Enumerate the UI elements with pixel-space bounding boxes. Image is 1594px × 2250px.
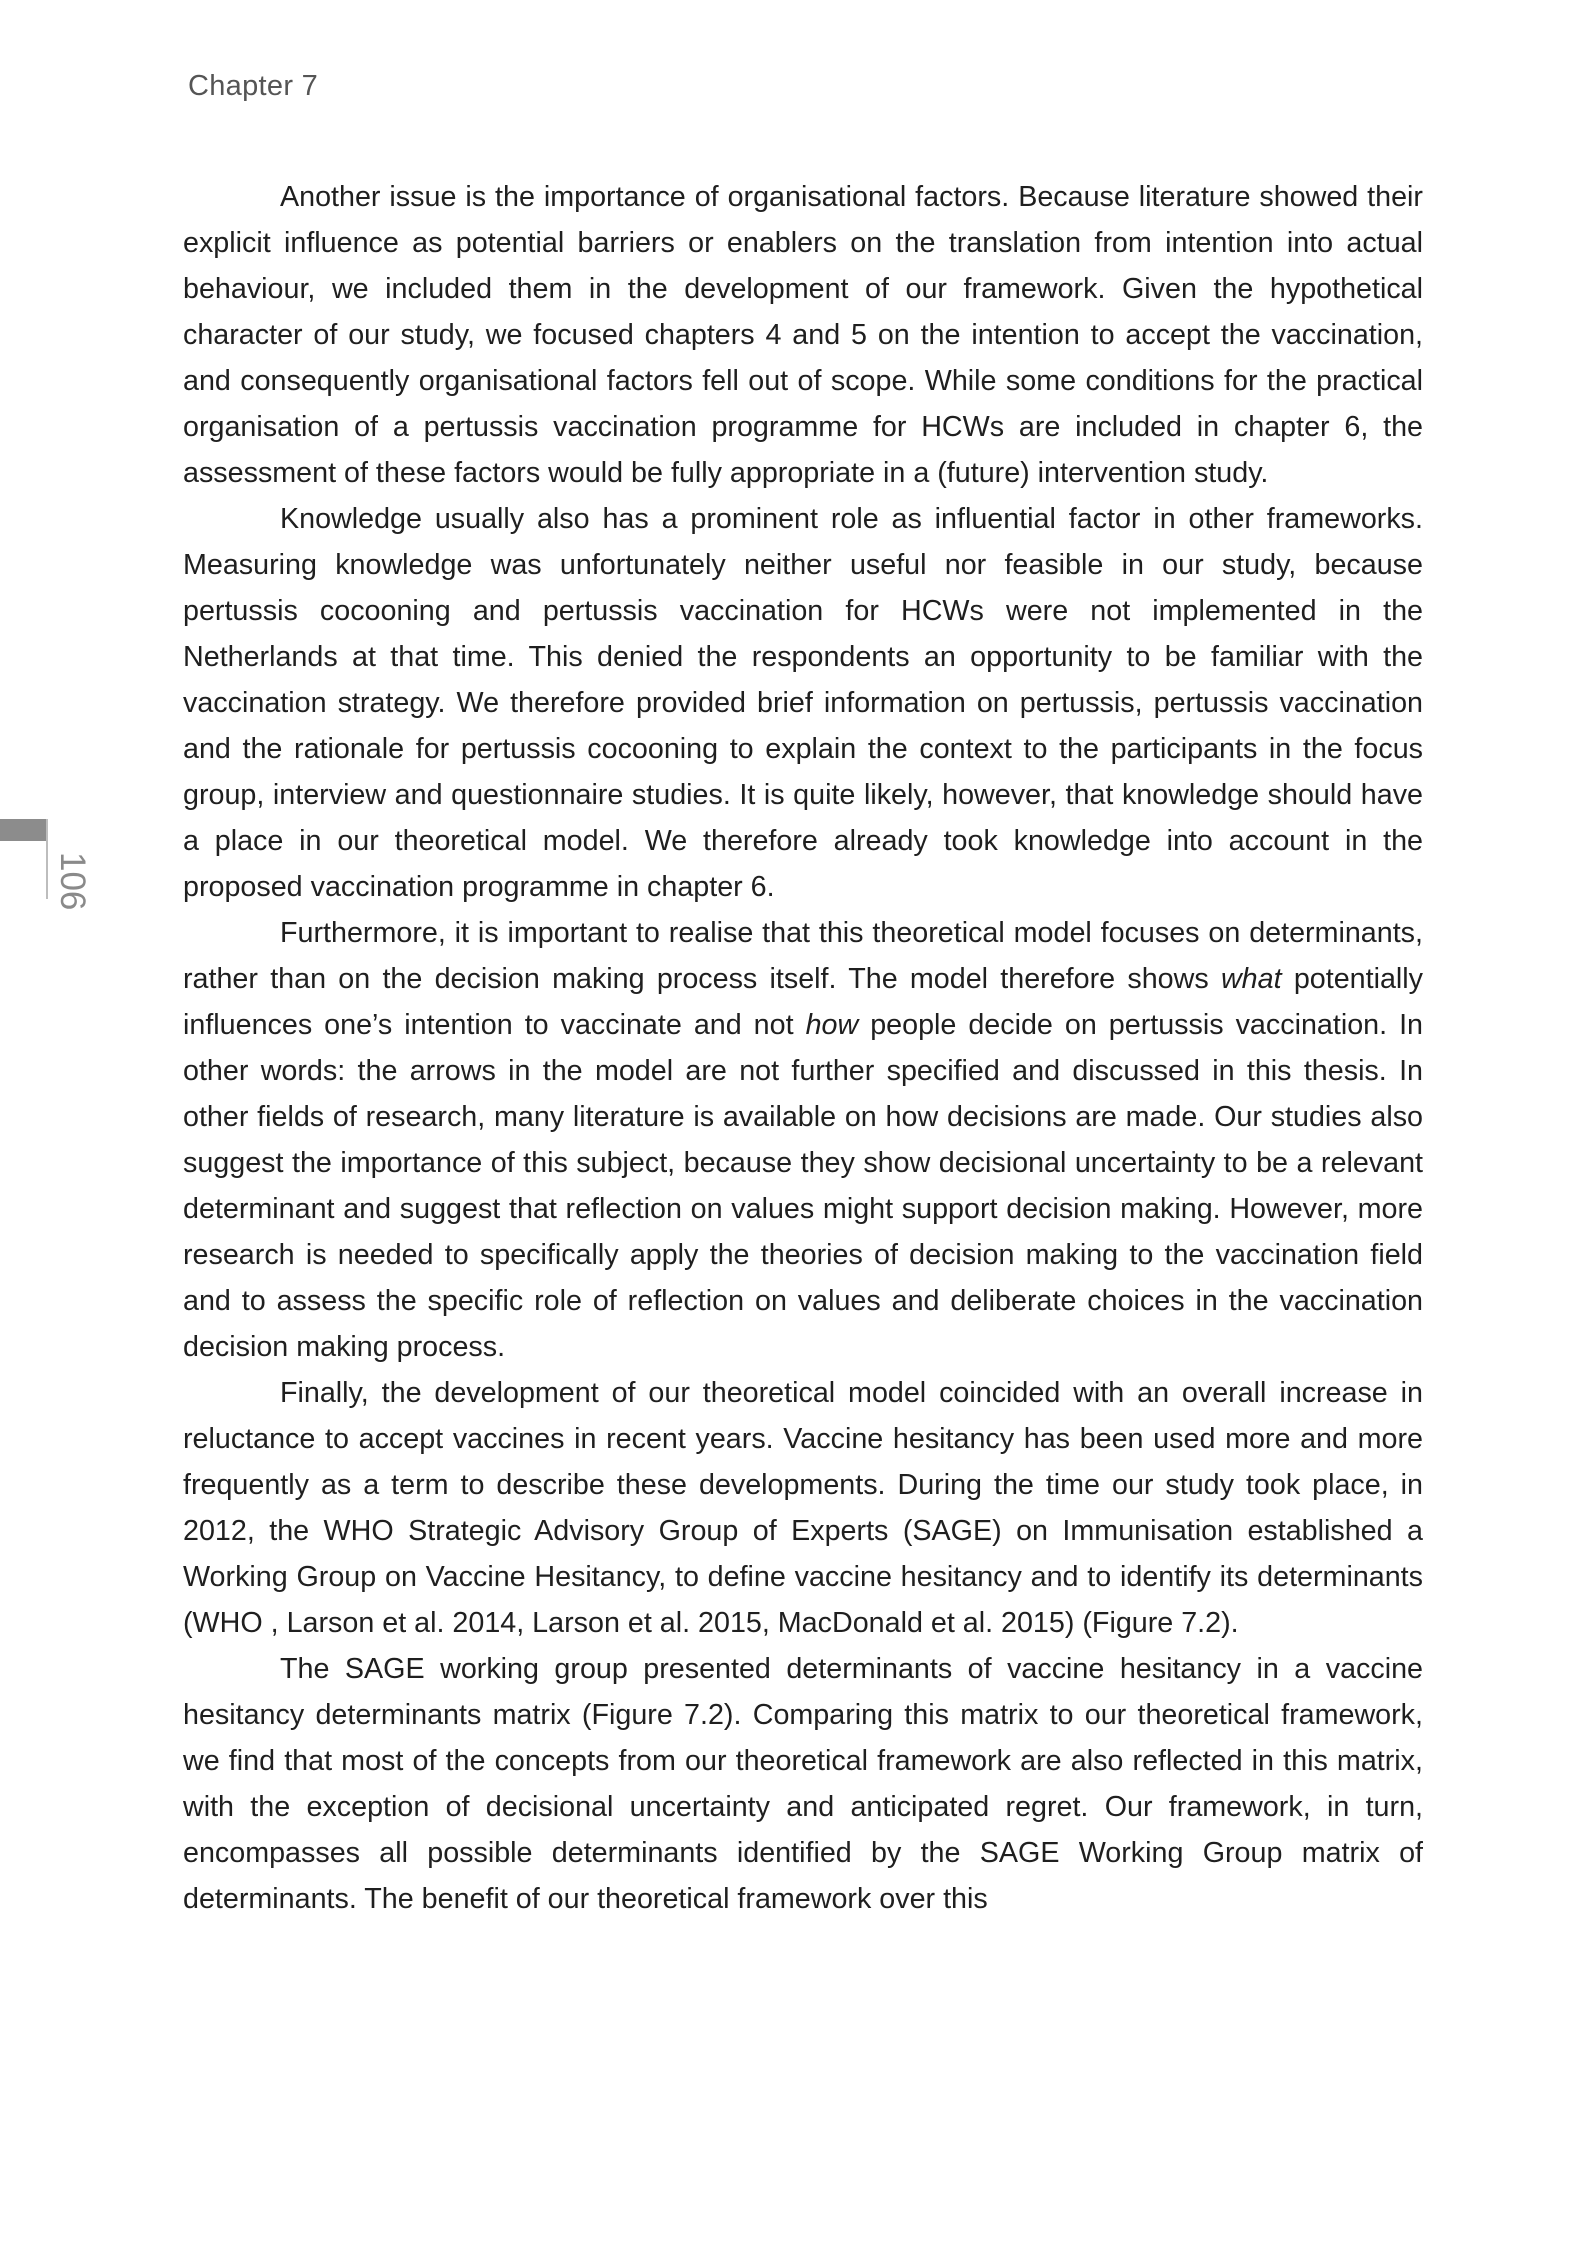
paragraph-sage-matrix: The SAGE working group presented determinants of vaccine hesitancy in a vaccine hesitancy determinants matrix (Figure 7.2). Comparing this matrix to our theoretical framework, we find that most of the concepts from our theoretical framework are also reflected in this matrix, with the exception of decisional uncertainty and anticipated regret. Our framework, in turn, encompasses all possible determinants identified by the SAGE Working Group matrix of determinants. The benefit of our theoretical framework over this <box>183 1653 1423 1915</box>
running-header-chapter: Chapter 7 <box>188 70 319 102</box>
paragraph-determinants <box>183 910 1423 1370</box>
page-number: 106 <box>53 852 92 911</box>
page-marker-line <box>46 819 48 899</box>
emphasis-what: what <box>1220 963 1282 995</box>
paragraph-knowledge: Knowledge usually also has a prominent role as influential factor in other frameworks. Measuring knowledge was unfortunately neither useful nor feasible in our study, because pertussis cocooning and pertussis vaccination for HCWs were not implemented in the Netherlands at that time. This denied the respondents an opportunity to be familiar with the vaccination strategy. We therefore provided brief information on pertussis, pertussis vaccination and the rationale for pertussis cocooning to explain the context to the participants in the focus group, interview and questionnaire studies. It is quite likely, however, that knowledge should have a place in our theoretical model. We therefore already took knowledge into account in the proposed vaccination programme in chapter 6. <box>183 503 1423 903</box>
emphasis-how: how <box>805 1009 859 1041</box>
paragraph-determinants-part2: potentially influences one’s intention to vaccinate and not <box>183 963 1423 1041</box>
paragraph-vaccine-hesitancy: Finally, the development of our theoretical model coincided with an overall increase in reluctance to accept vaccines in recent years. Vaccine hesitancy has been used more and more frequently as a term to describe these developments. During the time our study took place, in 2012, the WHO Strategic Advisory Group of Experts (SAGE) on Immunisation established a Working Group on Vaccine Hesitancy, to define vaccine hesitancy and to identify its determinants (WHO , Larson et al. 2014, Larson et al. 2015, MacDonald et al. 2015) (Figure 7.2). <box>183 1377 1423 1639</box>
body-text <box>183 174 1423 1922</box>
paragraph-determinants-part1: Furthermore, it is important to realise that this theoretical model focuses on determinants, rather than on the decision making process itself. The model therefore shows <box>183 917 1423 995</box>
paragraph-determinants-part3: people decide on pertussis vaccination. In other words: the arrows in the model are not further specified and discussed in this thesis. In other fields of research, many literature is available on how decisions are made. Our studies also suggest the importance of this subject, because they show decisional uncertainty to be a relevant determinant and suggest that reflection on values might support decision making. However, more research is needed to specifically apply the theories of decision making to the vaccination field and to assess the specific role of reflection on values and deliberate choices in the vaccination decision making process. <box>183 1009 1423 1363</box>
page-marker-tab <box>0 819 48 841</box>
paragraph-organisational-factors: Another issue is the importance of organisational factors. Because literature showed their explicit influence as potential barriers or enablers on the translation from intention into actual behaviour, we included them in the development of our framework. Given the hypothetical character of our study, we focused chapters 4 and 5 on the intention to accept the vaccination, and consequently organisational factors fell out of scope. While some conditions for the practical organisation of a pertussis vaccination programme for HCWs are included in chapter 6, the assessment of these factors would be fully appropriate in a (future) intervention study. <box>183 181 1423 489</box>
